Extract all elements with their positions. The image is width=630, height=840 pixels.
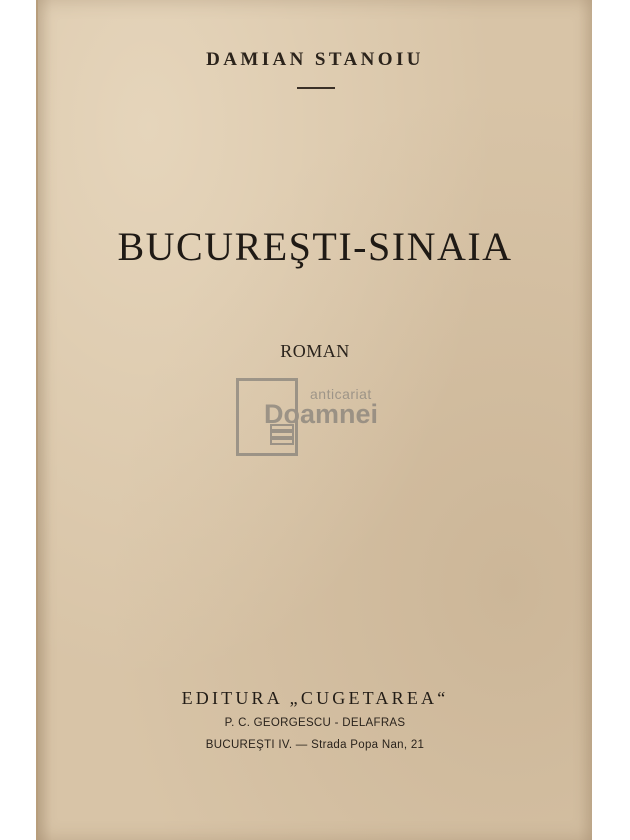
watermark-small-text: anticariat (310, 386, 372, 402)
watermark-brand-text: Doamnei (264, 399, 379, 429)
publisher-owner: P. C. GEORGESCU - DELAFRAS (224, 717, 406, 729)
author-name: DAMIAN STANOIU (206, 49, 424, 70)
publisher-address: BUCUREŞTI IV. — Strada Popa Nan, 21 (205, 739, 425, 751)
author-rule (297, 87, 335, 89)
genre-label: ROMAN (280, 341, 350, 361)
publisher-name: EDITURA „CUGETAREA“ (181, 688, 449, 708)
watermark-logo (236, 378, 406, 462)
book-title: BUCUREŞTI-SINAIA (117, 224, 513, 269)
